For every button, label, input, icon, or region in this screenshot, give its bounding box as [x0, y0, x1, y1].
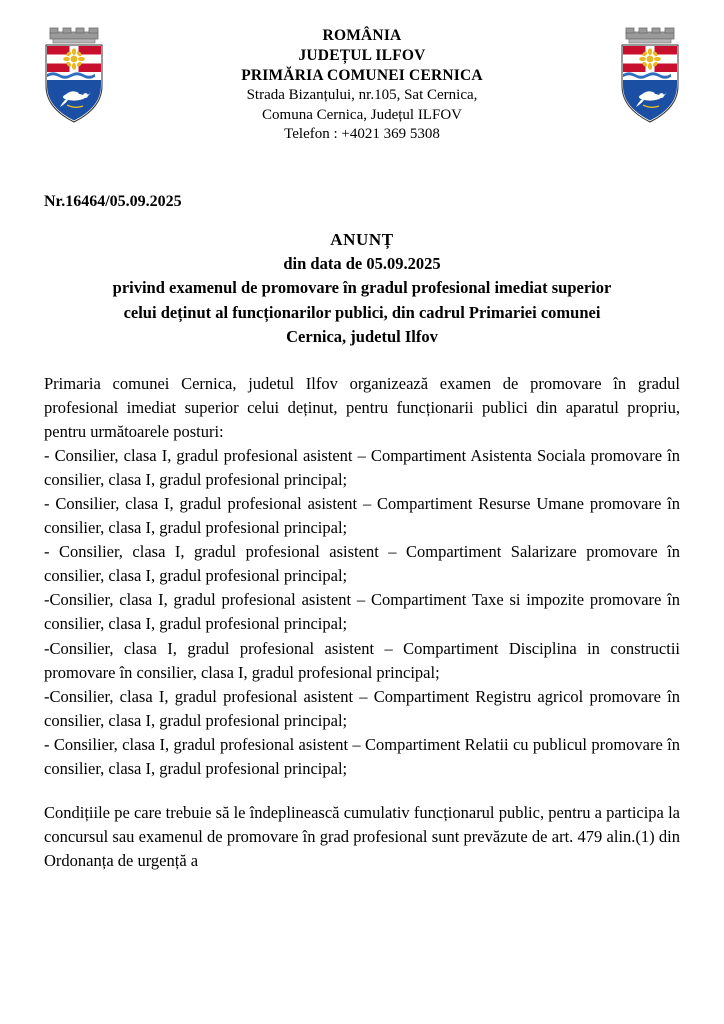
position-item-1: - Consilier, clasa I, gradul profesional asistent – Compartiment Asistenta Sociala promovare în consilier, clasa I, gradul profesional principal;: [44, 445, 680, 490]
position-item-7: - Consilier, clasa I, gradul profesional asistent – Compartiment Relatii cu publicul promovare în consilier, clasa I, gradul profesional principal;: [44, 734, 680, 778]
position-item-4: -Consilier, clasa I, gradul profesional asistent – Compartiment Taxe si impozite promovare în consilier, clasa I, gradul profesional principal;: [44, 590, 680, 634]
document-subtitle-line-2: celui deținut al funcționarilor publici, din cadrul Primariei comunei: [123, 302, 601, 322]
document-body: [0, 193, 724, 873]
coat-of-arms-left: [36, 26, 112, 126]
header-phone: Telefon : +4021 369 5308: [284, 126, 440, 143]
position-item-5: -Consilier, clasa I, gradul profesional asistent – Compartiment Disciplina in constructii promovare în consilier, clasa I, gradul profesional principal;: [44, 638, 680, 682]
document-title-block: [44, 227, 680, 350]
document-subtitle-date: din data de 05.09.2025: [283, 254, 441, 274]
page-title: ANUNȚ: [330, 229, 394, 249]
intro-paragraph: Primaria comunei Cernica, judetul Ilfov organizează examen de promovare în gradul profesional imediat superior celui deținut, pentru funcționarii publici din aparatul propriu, pentru următoarele posturi:: [44, 373, 680, 441]
document-number: Nr.16464/05.09.2025: [44, 192, 182, 210]
position-item-2: - Consilier, clasa I, gradul profesional asistent – Compartiment Resurse Umane promovare în consilier, clasa I, gradul profesional principal;: [44, 494, 680, 538]
header-institution: PRIMĂRIA COMUNEI CERNICA: [241, 67, 483, 85]
header-text-block: [112, 26, 612, 145]
header-address-line-2: Comuna Cernica, Județul ILFOV: [262, 106, 462, 123]
position-item-3: - Consilier, clasa I, gradul profesional asistent – Compartiment Salarizare promovare în consilier, clasa I, gradul profesional principal;: [44, 542, 680, 586]
document-subtitle-line-3: Cernica, judetul Ilfov: [286, 327, 438, 347]
document-subtitle-line-1: privind examenul de promovare în gradul profesional imediat superior: [112, 278, 612, 298]
position-item-6: -Consilier, clasa I, gradul profesional asistent – Compartiment Registru agricol promovare în consilier, clasa I, gradul profesional principal;: [44, 686, 680, 730]
header-address-line-1: Strada Bizanțului, nr.105, Sat Cernica,: [246, 87, 478, 104]
coat-of-arms-right: [612, 26, 688, 126]
header-country: ROMÂNIA: [322, 27, 402, 44]
closing-paragraph: Condițiile pe care trebuie să le îndeplinească cumulativ funcționarul public, pentru a participa la concursul sau examenul de promovare în grad profesional sunt prevăzute de art. 479 alin.(1) din Ordonanța de urgență a: [44, 803, 680, 871]
document-header: [0, 0, 724, 145]
header-county: JUDEȚUL ILFOV: [298, 47, 426, 65]
